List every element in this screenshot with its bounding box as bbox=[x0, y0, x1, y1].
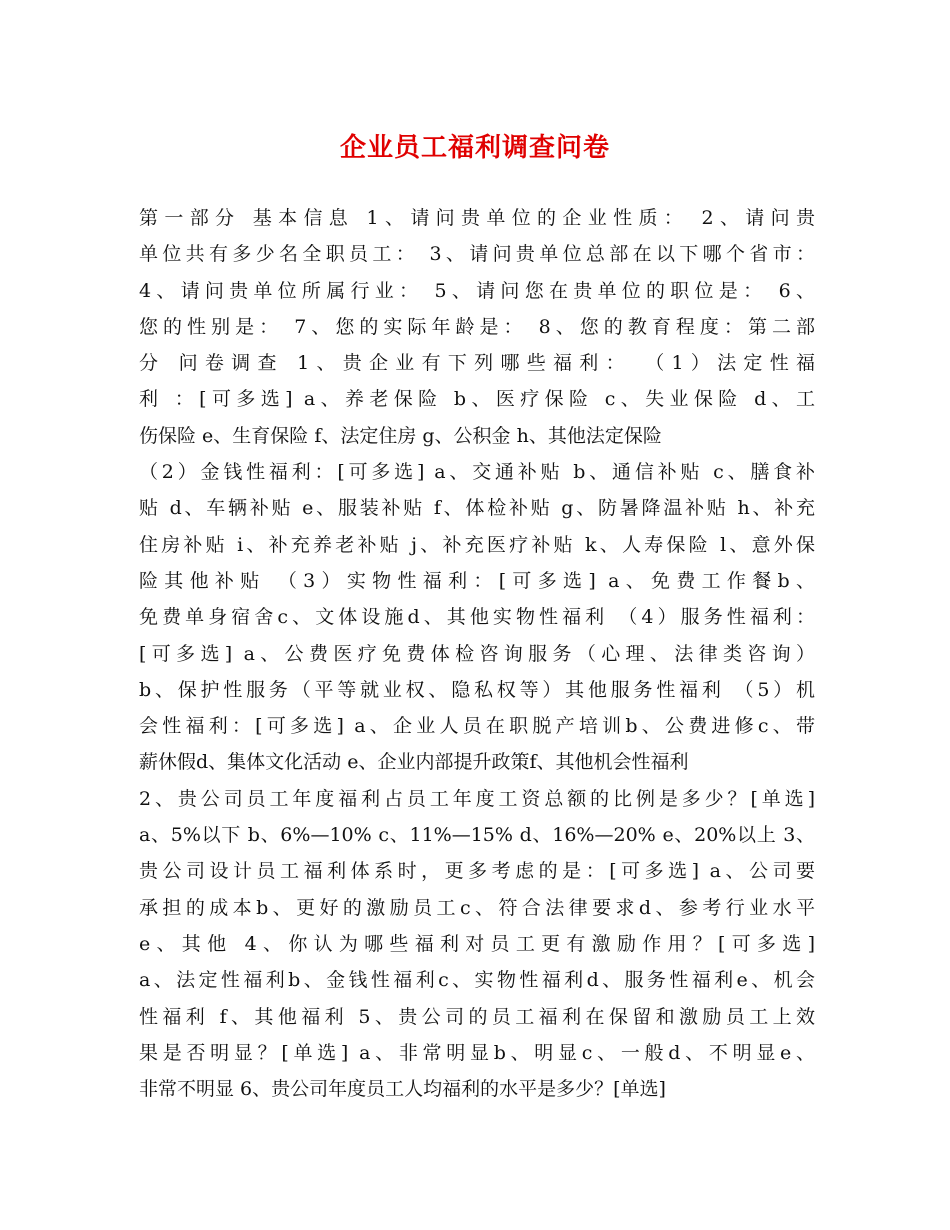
body-line: 2、贵公司员工年度福利占员工年度工资总额的比例是多少？[单选] bbox=[139, 787, 815, 810]
document-title: 企业员工福利调查问卷 bbox=[339, 133, 610, 163]
body-line: 果是否明显？[单选] a、非常明显b、明显c、一般d、不明显e、 bbox=[139, 1041, 815, 1064]
body-line: 住房补贴 i、补充养老补贴 j、补充医疗补贴 k、人寿保险 l、意外保 bbox=[139, 533, 815, 556]
body-line: 利 ：[可多选] a、养老保险 b、医疗保险 c、失业保险 d、工 bbox=[139, 388, 815, 411]
body-line: 伤保险 e、生育保险 f、法定住房 g、公积金 h、其他法定保险 bbox=[139, 424, 662, 447]
body-line: e、其他 4、你认为哪些福利对员工更有激励作用？[可多选] bbox=[139, 932, 815, 955]
body-line: 承担的成本b、更好的激励员工c、符合法律要求d、参考行业水平 bbox=[139, 896, 815, 919]
body-line: 会性福利：[可多选] a、企业人员在职脱产培训b、公费进修c、带 bbox=[139, 715, 815, 738]
body-line: a、法定性福利b、金钱性福利c、实物性福利d、服务性福利e、机会 bbox=[139, 969, 815, 992]
body-line: 性福利 f、其他福利 5、贵公司的员工福利在保留和激励员工上效 bbox=[139, 1005, 815, 1028]
body-line: （2）金钱性福利：[可多选] a、交通补贴 b、通信补贴 c、膳食补 bbox=[139, 461, 815, 484]
body-line: 贴 d、车辆补贴 e、服装补贴 f、体检补贴 g、防暑降温补贴 h、补充 bbox=[139, 497, 815, 520]
body-line: 您的性别是： 7、您的实际年龄是： 8、您的教育程度：第二部 bbox=[139, 315, 815, 338]
body-line: a、5%以下 b、6%—10% c、11%—15% d、16%—20% e、20%以上 3、 bbox=[139, 824, 815, 847]
body-line: 第一部分 基本信息 1、请问贵单位的企业性质： 2、请问贵 bbox=[139, 207, 815, 229]
body-line: 单位共有多少名全职员工： 3、请问贵单位总部在以下哪个省市： bbox=[139, 243, 815, 266]
body-line: [可多选] a、公费医疗免费体检咨询服务（心理、法律类咨询） bbox=[139, 642, 815, 665]
body-line: 4、请问贵单位所属行业： 5、请问您在贵单位的职位是： 6、 bbox=[139, 279, 815, 302]
document-body bbox=[139, 200, 815, 1107]
body-line: 贵公司设计员工福利体系时，更多考虑的是：[可多选] a、公司要 bbox=[139, 860, 815, 883]
body-line: b、保护性服务（平等就业权、隐私权等）其他服务性福利 （5）机 bbox=[139, 678, 815, 701]
body-line: 险其他补贴 （3）实物性福利：[可多选] a、免费工作餐b、 bbox=[139, 569, 815, 592]
body-line: 分 问卷调查 1、贵企业有下列哪些福利： （1）法定性福 bbox=[139, 352, 815, 375]
body-line: 免费单身宿舍c、文体设施d、其他实物性福利 （4）服务性福利： bbox=[139, 606, 815, 629]
body-line: 薪休假d、集体文化活动 e、企业内部提升政策f、其他机会性福利 bbox=[139, 751, 689, 774]
body-line: 非常不明显 6、贵公司年度员工人均福利的水平是多少？[单选] bbox=[139, 1078, 666, 1101]
